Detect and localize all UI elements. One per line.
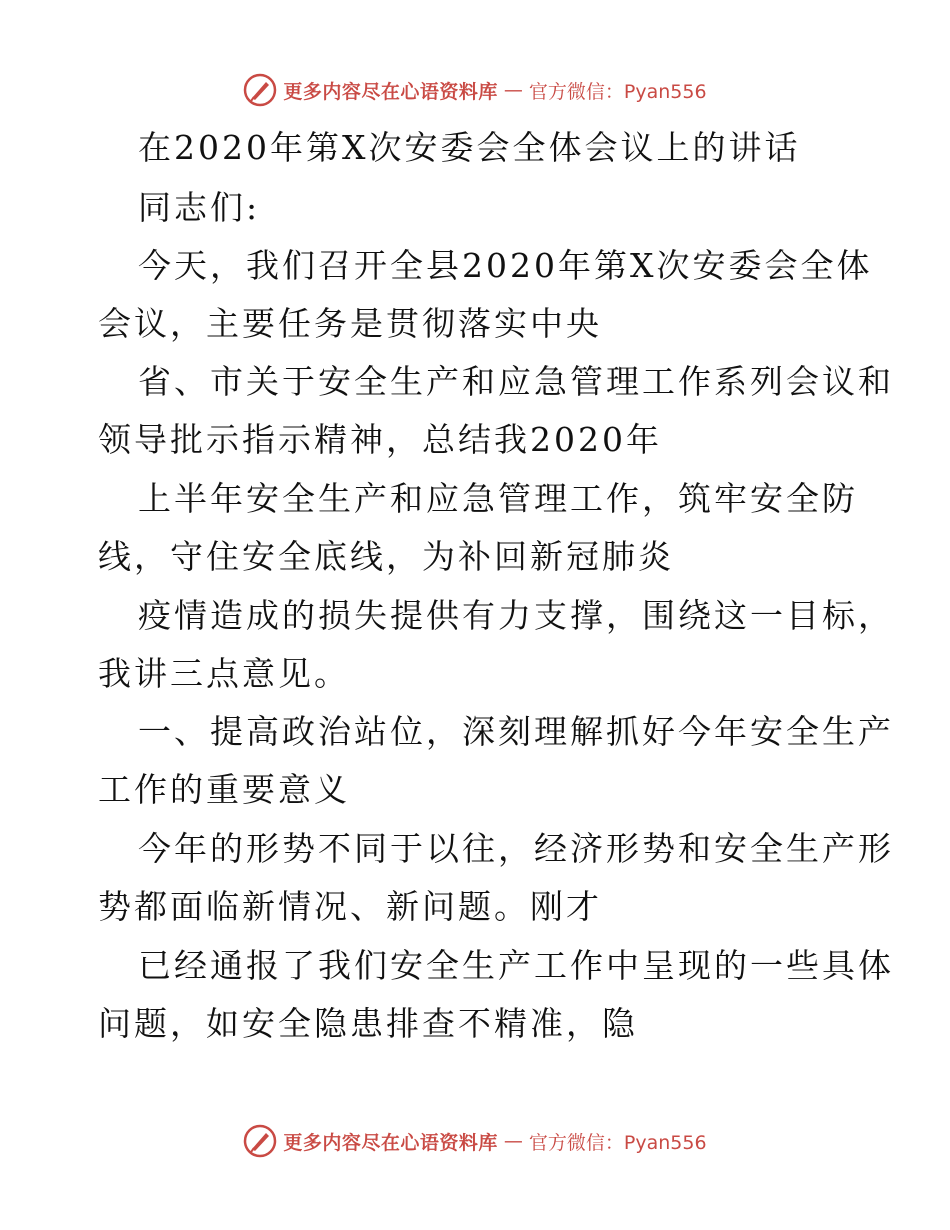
banner-slogan: 更多内容尽在心语资料库 bbox=[283, 1131, 498, 1154]
paragraph-line: 今天，我们召开全县2020年第X次安委会全体 bbox=[138, 246, 873, 285]
salutation: 同志们: bbox=[138, 188, 261, 227]
paragraph-line: 已经通报了我们安全生产工作中呈现的一些具体 bbox=[138, 946, 894, 985]
footer-watermark-banner bbox=[0, 1121, 950, 1161]
paragraph-line: 领导批示指示精神，总结我2020年 bbox=[98, 420, 662, 459]
banner-dash: — bbox=[503, 1130, 523, 1152]
header-watermark-banner bbox=[0, 70, 950, 110]
paragraph-line: 我讲三点意见。 bbox=[98, 654, 350, 693]
paragraph-line: 问题，如安全隐患排查不精准，隐 bbox=[98, 1004, 638, 1043]
banner-dash: — bbox=[503, 79, 523, 101]
section-heading: 一、提高政治站位，深刻理解抓好今年安全生产 bbox=[138, 712, 894, 751]
paragraph-line: 线，守住安全底线，为补回新冠肺炎 bbox=[98, 537, 674, 576]
paragraph-line: 会议，主要任务是贯彻落实中央 bbox=[98, 304, 602, 343]
paragraph-line: 省、市关于安全生产和应急管理工作系列会议和 bbox=[138, 362, 894, 401]
document-title: 在2020年第X次安委会全体会议上的讲话 bbox=[138, 128, 801, 167]
quill-logo-icon bbox=[243, 1124, 277, 1158]
banner-contact: 官方微信：Pyan556 bbox=[528, 80, 707, 103]
section-heading: 工作的重要意义 bbox=[98, 770, 350, 809]
paragraph-line: 势都面临新情况、新问题。刚才 bbox=[98, 887, 602, 926]
quill-logo-icon bbox=[243, 73, 277, 107]
paragraph-line: 疫情造成的损失提供有力支撑，围绕这一目标， bbox=[138, 596, 894, 635]
paragraph-line: 上半年安全生产和应急管理工作，筑牢安全防 bbox=[138, 479, 858, 518]
paragraph-line: 今年的形势不同于以往，经济形势和安全生产形 bbox=[138, 829, 894, 868]
banner-slogan: 更多内容尽在心语资料库 bbox=[283, 80, 498, 103]
banner-contact: 官方微信：Pyan556 bbox=[528, 1131, 707, 1154]
